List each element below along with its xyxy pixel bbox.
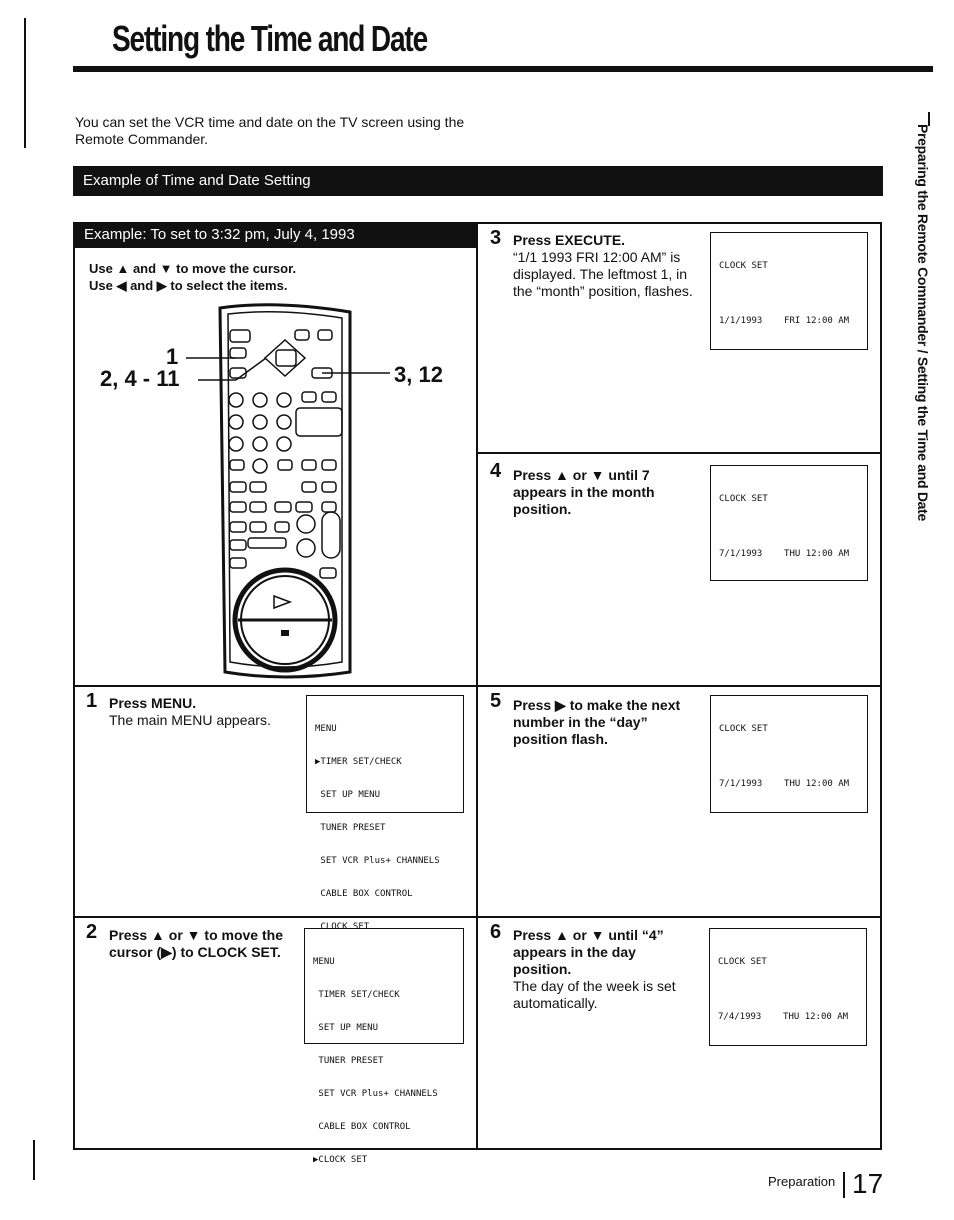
step-text — [513, 467, 693, 518]
tv-screen — [710, 695, 868, 813]
tv-screen — [710, 465, 868, 581]
step-number: 5 — [490, 690, 502, 712]
intro-text: You can set the VCR time and date on the TV screen using the Remote Commander. — [75, 114, 465, 147]
screen-line: SET VCR Plus+ CHANNELS — [315, 856, 440, 866]
step-number: 2 — [86, 921, 98, 943]
step-text — [513, 927, 698, 1012]
screen-line: ▶TIMER SET/CHECK — [315, 757, 402, 767]
step-number: 4 — [490, 460, 502, 482]
stop-icon — [281, 630, 289, 636]
sidebar-text: Preparing the Remote Commander / Setting the Time and Date — [915, 124, 931, 521]
screen-line: TUNER PRESET — [313, 1056, 384, 1066]
footer-section-label: Preparation — [768, 1174, 836, 1189]
step-text — [513, 697, 693, 748]
step-number: 1 — [86, 690, 98, 712]
screen-line: CABLE BOX CONTROL — [313, 1122, 411, 1132]
screen-line: MENU — [315, 724, 337, 734]
step-bold: Press ▲ or ▼ until “4” appears in the day position. — [513, 927, 664, 977]
step-bold: Press EXECUTE. — [513, 232, 626, 248]
instruction-line: Use ◀ and ▶ to select the items. — [89, 278, 288, 293]
screen-line: TUNER PRESET — [315, 823, 386, 833]
page-title: Setting the Time and Date — [112, 18, 428, 59]
margin-line — [24, 18, 26, 148]
step-number: 6 — [490, 921, 502, 943]
step-text — [109, 927, 294, 961]
screen-line: CLOCK SET — [719, 261, 768, 271]
example-banner: Example: To set to 3:32 pm, July 4, 1993 — [74, 222, 476, 248]
tv-screen — [710, 232, 868, 350]
grid-row2 — [73, 685, 882, 687]
callout-3-12: 3, 12 — [394, 362, 443, 387]
callout-1: 1 — [166, 344, 179, 369]
remote-illustration — [90, 300, 470, 680]
step-text — [109, 695, 294, 729]
step-bold: Press ▶ to make the next number in the “day” position flash. — [513, 697, 681, 747]
step-body: The day of the week is set automatically. — [513, 978, 676, 1011]
instructions — [89, 260, 296, 294]
step-bold: Press ▲ or ▼ until 7 appears in the month position. — [513, 467, 655, 517]
page-number: 17 — [852, 1168, 884, 1199]
sidebar — [895, 112, 935, 522]
step-number: 3 — [490, 227, 502, 249]
screen-line: 7/1/1993 THU 12:00 AM — [719, 549, 850, 559]
grid-row3 — [73, 916, 882, 918]
tv-screen — [304, 928, 464, 1165]
title-rule — [73, 66, 933, 72]
screen-line: 7/1/1993 THU 12:00 AM — [719, 779, 850, 789]
screen-line: TIMER SET/CHECK — [313, 990, 400, 1000]
screen-line: 1/1/1993 FRI 12:00 AM — [719, 316, 850, 326]
grid-row1 — [476, 452, 882, 454]
screen-line: CLOCK SET — [718, 957, 767, 967]
screen-line: MENU — [313, 957, 335, 967]
screen-line: SET VCR Plus+ CHANNELS — [313, 1089, 438, 1099]
margin-line-bottom — [33, 1140, 35, 1180]
screen-line: CLOCK SET — [719, 724, 768, 734]
screen-line: SET UP MENU — [313, 1023, 379, 1033]
step-body: “1/1 1993 FRI 12:00 AM” is displayed. The leftmost 1, in the “month” position, flashes. — [513, 249, 693, 299]
step-body: The main MENU appears. — [109, 712, 271, 728]
screen-line: ▶CLOCK SET — [313, 1155, 368, 1165]
tv-screen — [306, 695, 464, 932]
footer-divider — [843, 1172, 845, 1198]
screen-line: 7/4/1993 THU 12:00 AM — [718, 1012, 849, 1022]
step-bold: Press ▲ or ▼ to move the cursor (▶) to CLOCK SET. — [109, 927, 283, 960]
tv-screen — [709, 928, 867, 1046]
grid-top-right — [476, 222, 882, 224]
instruction-line: Use ▲ and ▼ to move the cursor. — [89, 261, 297, 276]
screen-line: SET UP MENU — [315, 790, 381, 800]
screen-line: CLOCK SET — [315, 922, 370, 932]
step-bold: Press MENU. — [109, 695, 197, 711]
screen-line: CABLE BOX CONTROL — [315, 889, 413, 899]
callout-2-4-11: 2, 4 - 11 — [100, 366, 180, 391]
step-text — [513, 232, 698, 300]
section-banner: Example of Time and Date Setting — [73, 166, 883, 196]
screen-line: CLOCK SET — [719, 494, 768, 504]
grid-bottom — [73, 1148, 882, 1150]
